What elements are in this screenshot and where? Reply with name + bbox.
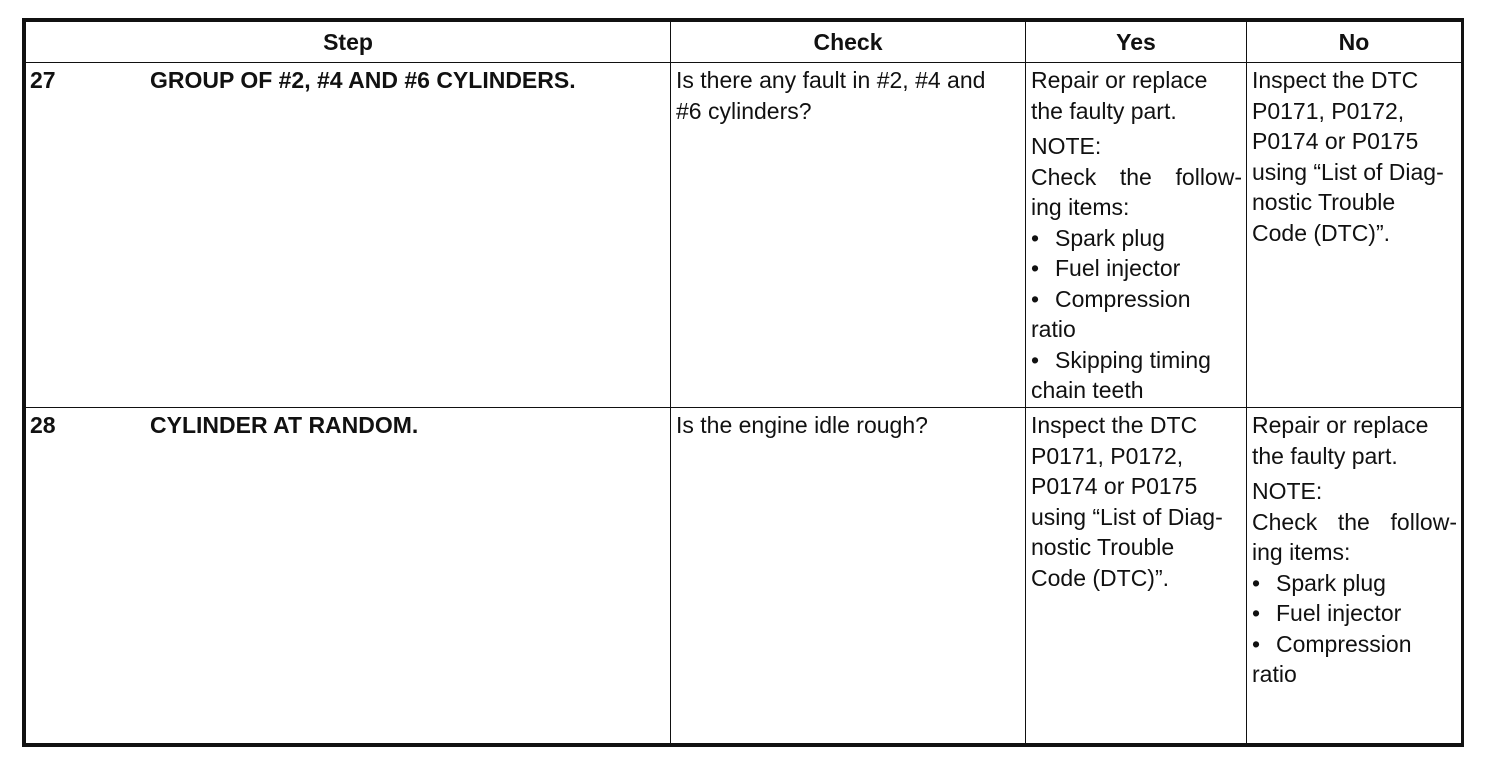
bullet-item — [1031, 223, 1242, 254]
no-line: the faulty part. — [1252, 442, 1398, 469]
bullet-text: Compression — [1276, 630, 1412, 657]
bullet-icon: • — [1031, 224, 1040, 251]
bullet-item — [1031, 284, 1242, 315]
no-cell-27 — [1247, 63, 1462, 408]
step-cell-27 — [26, 63, 671, 408]
bullet-text: Spark plug — [1276, 569, 1386, 596]
check-line: Is the engine idle rough? — [676, 412, 928, 438]
bullet-icon: • — [1031, 255, 1040, 281]
step-number: 27 — [30, 67, 56, 93]
check-line: Is there any fault in #2, #4 and — [676, 67, 986, 93]
bullet-text: Skipping timing — [1055, 346, 1211, 373]
bullet-continuation: ratio — [1031, 316, 1076, 342]
bullet-icon: • — [1031, 346, 1040, 373]
bullet-text: Fuel injector — [1276, 600, 1402, 626]
check-line: #6 cylinders? — [676, 97, 812, 124]
note-label: NOTE: — [1031, 133, 1102, 159]
note-line: ing items: — [1252, 539, 1351, 565]
bullet-text: Compression — [1055, 285, 1191, 312]
no-line: Repair or replace — [1252, 412, 1429, 438]
note-line: Check the follow- — [1252, 508, 1457, 535]
note-line: ing items: — [1031, 194, 1130, 220]
bullet-continuation: ratio — [1252, 661, 1297, 687]
no-line: P0174 or P0175 — [1252, 128, 1419, 154]
no-line: using “List of Diag- — [1252, 158, 1444, 185]
check-cell-28 — [671, 408, 1026, 744]
bullet-text: Spark plug — [1055, 224, 1165, 251]
bullet-item — [1252, 629, 1457, 660]
header-yes: Yes — [1026, 22, 1247, 63]
bullet-item — [1252, 568, 1457, 599]
bullet-icon: • — [1252, 600, 1261, 626]
no-cell-28 — [1247, 408, 1462, 744]
header-check: Check — [671, 22, 1026, 63]
yes-line: the faulty part. — [1031, 97, 1177, 124]
yes-cell-27 — [1026, 63, 1247, 408]
no-line: Code (DTC)”. — [1252, 219, 1391, 246]
step-title: CYLINDER AT RANDOM. — [150, 412, 419, 438]
table-row-27 — [26, 63, 1462, 408]
no-line: Inspect the DTC — [1252, 67, 1419, 93]
no-line: nostic Trouble — [1252, 189, 1396, 215]
bullet-text: Fuel injector — [1055, 255, 1181, 281]
step-title: GROUP OF #2, #4 AND #6 CYLINDERS. — [150, 67, 576, 93]
yes-line: nostic Trouble — [1031, 534, 1175, 560]
step-cell-28 — [26, 408, 671, 744]
header-step: Step — [26, 22, 671, 63]
header-row — [26, 22, 1462, 63]
yes-line: P0171, P0172, — [1031, 442, 1184, 469]
no-line: P0171, P0172, — [1252, 97, 1405, 124]
check-cell-27 — [671, 63, 1026, 408]
header-no: No — [1247, 22, 1462, 63]
yes-line: P0174 or P0175 — [1031, 473, 1198, 499]
note-line: Check the follow- — [1031, 163, 1242, 190]
yes-line: Repair or replace — [1031, 67, 1208, 93]
bullet-continuation: chain teeth — [1031, 377, 1144, 403]
bullet-icon: • — [1252, 630, 1261, 657]
note-label: NOTE: — [1252, 478, 1323, 504]
bullet-item — [1031, 345, 1242, 376]
step-number: 28 — [30, 412, 56, 438]
bullet-icon: • — [1252, 569, 1261, 596]
table-row-28 — [26, 408, 1462, 744]
yes-cell-28 — [1026, 408, 1247, 744]
diagnostic-table-frame — [22, 18, 1464, 747]
bullet-icon: • — [1031, 285, 1040, 312]
bullet-item — [1031, 253, 1242, 284]
diagnostic-table — [25, 21, 1462, 744]
yes-line: Code (DTC)”. — [1031, 564, 1170, 591]
bullet-item — [1252, 598, 1457, 629]
yes-line: using “List of Diag- — [1031, 503, 1223, 530]
yes-line: Inspect the DTC — [1031, 412, 1198, 438]
